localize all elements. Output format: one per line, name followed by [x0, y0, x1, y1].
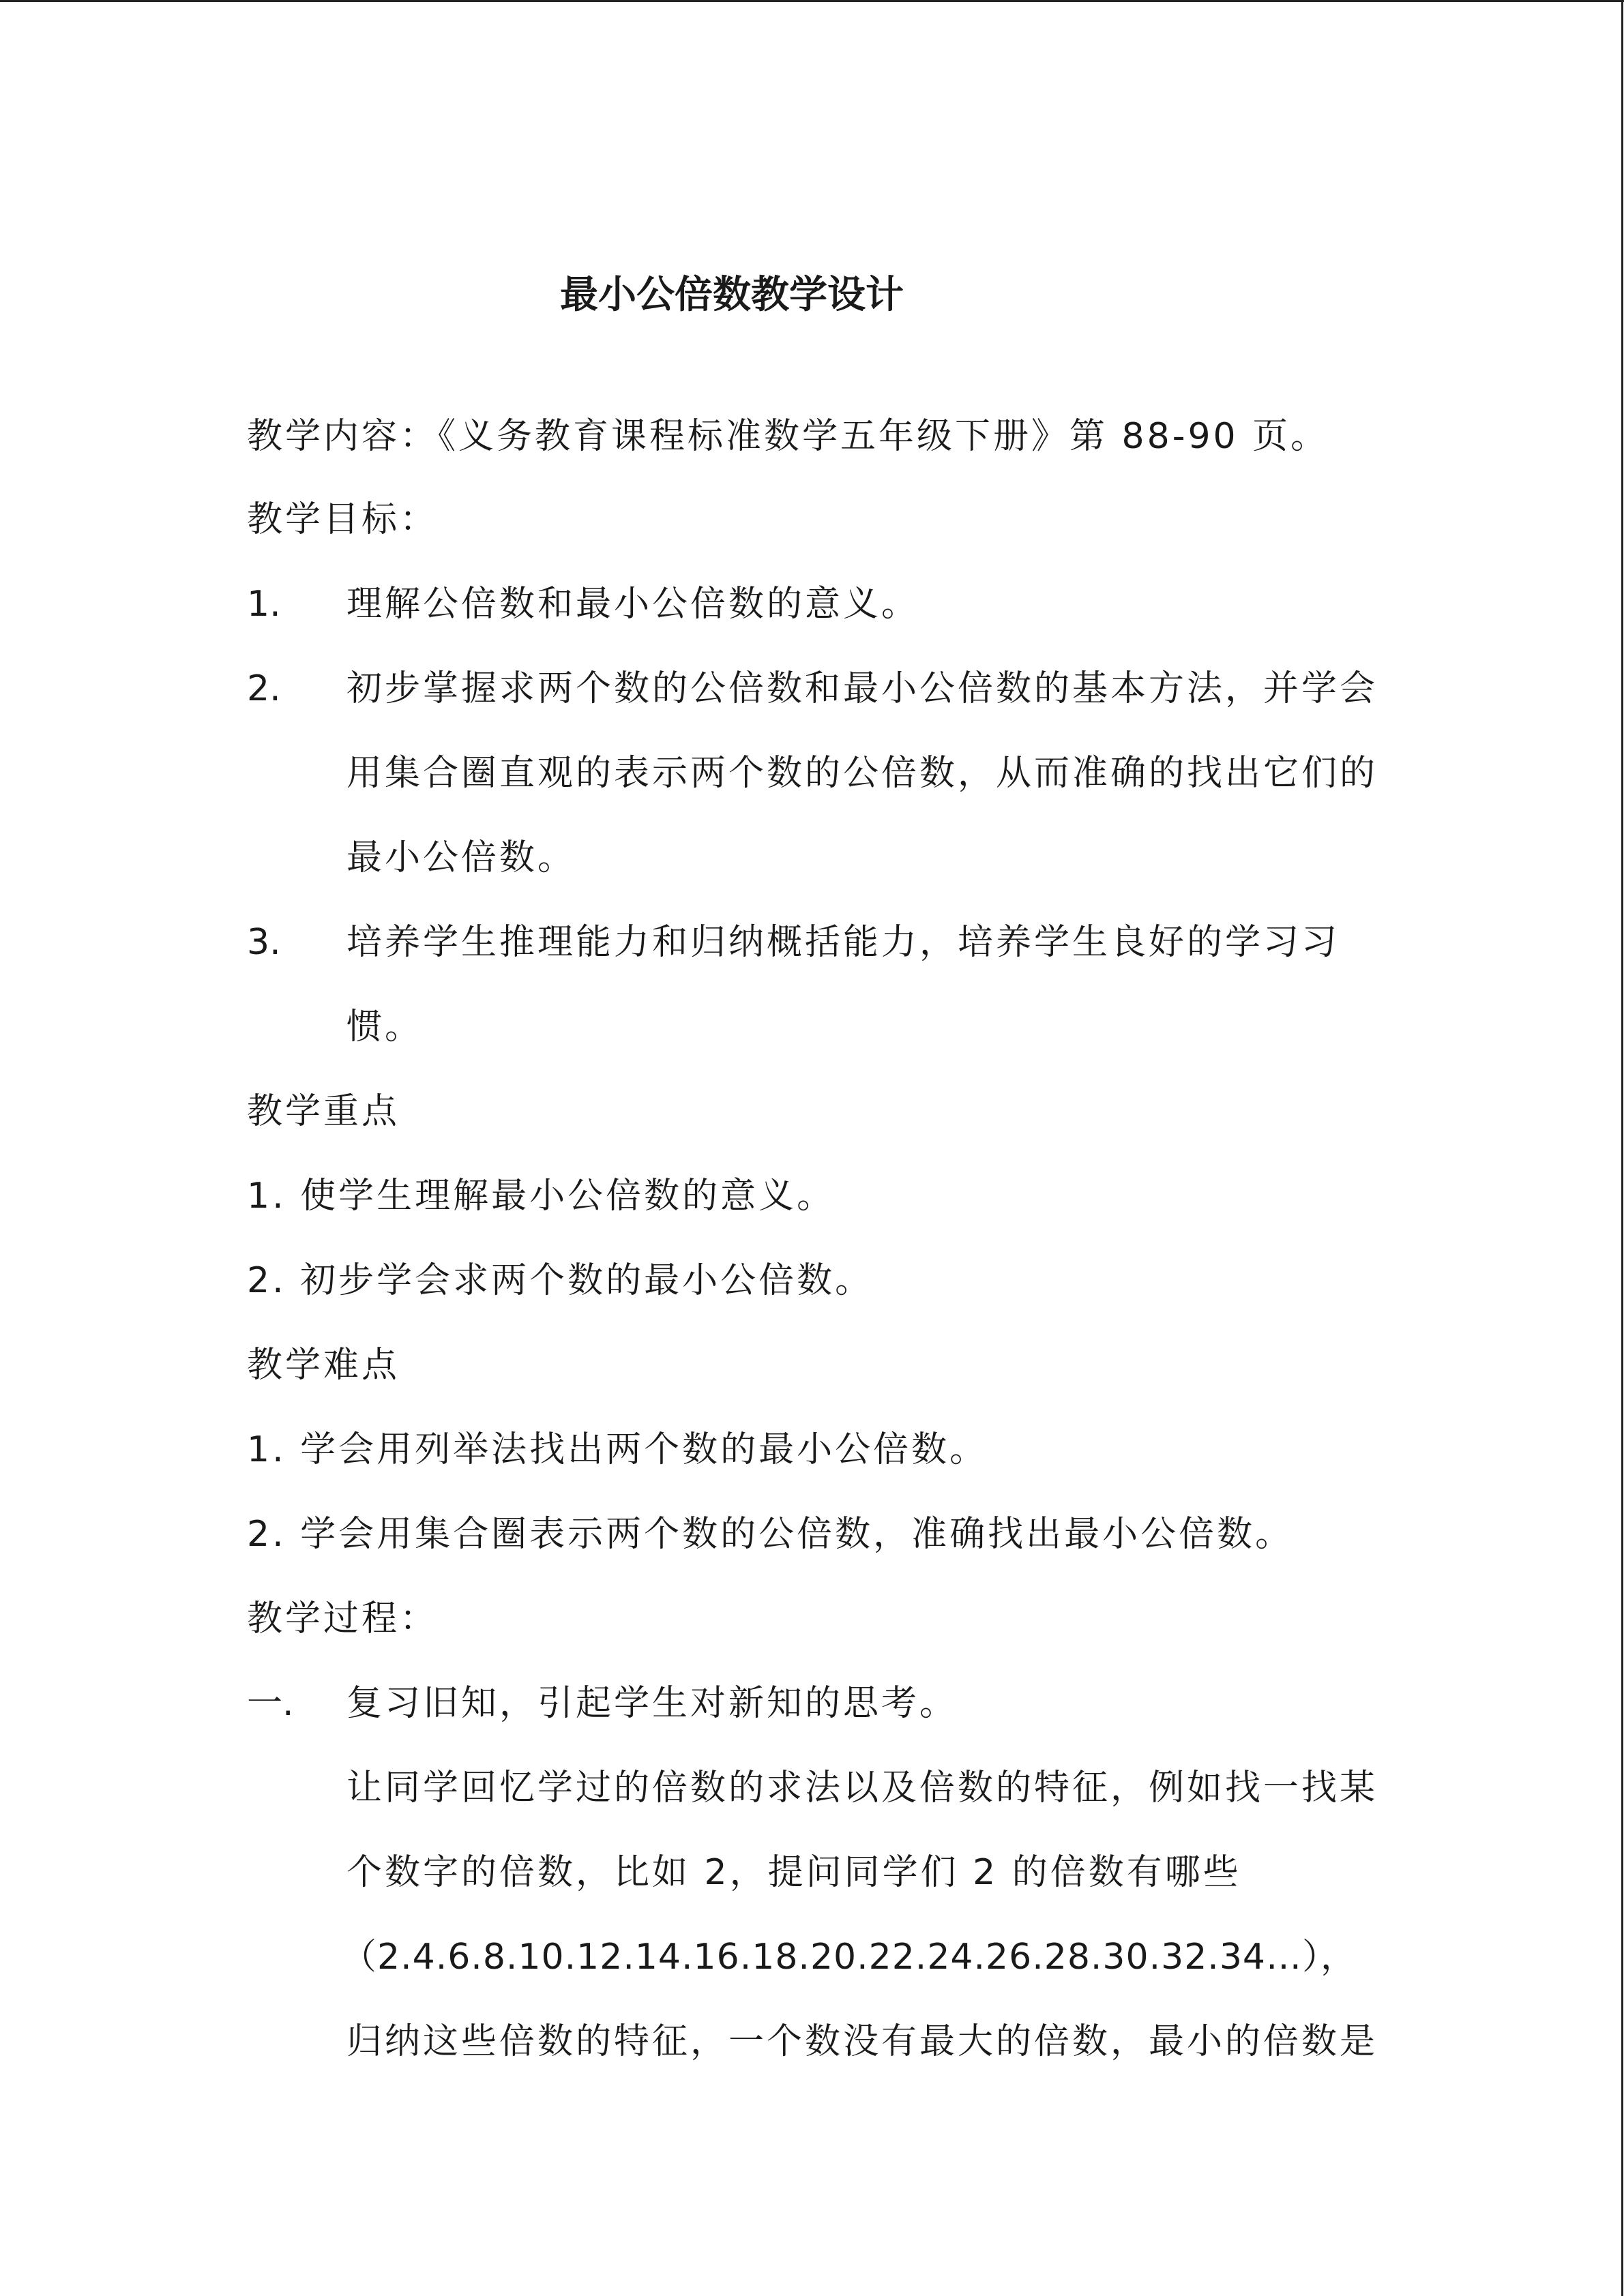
difficulty-item: 2. 学会用集合圈表示两个数的公倍数，准确找出最小公倍数。 — [247, 1514, 1294, 1555]
objective-line: 用集合圈直观的表示两个数的公倍数，从而准确的找出它们的 — [346, 753, 1378, 794]
page-border-right — [1621, 0, 1623, 2296]
process-heading: 教学过程： — [247, 1598, 439, 1639]
objective-line: 惯。 — [346, 1007, 424, 1047]
teaching-content-line: 教学内容：《义务教育课程标准数学五年级下册》第 88-90 页。 — [247, 416, 1329, 457]
objectives-heading: 教学目标： — [247, 499, 439, 540]
objective-number: 3. — [247, 922, 281, 963]
paragraph-line: 归纳这些倍数的特征，一个数没有最大的倍数，最小的倍数是 — [346, 2021, 1378, 2062]
objective-line: 初步掌握求两个数的公倍数和最小公倍数的基本方法，并学会 — [346, 668, 1378, 709]
page-border-top — [0, 0, 1624, 2]
objective-number: 1. — [247, 584, 281, 625]
paragraph-line: 个数字的倍数，比如 2，提问同学们 2 的倍数有哪些 — [346, 1852, 1241, 1893]
paragraph-line: 让同学回忆学过的倍数的求法以及倍数的特征，例如找一找某 — [346, 1768, 1378, 1808]
objective-number: 2. — [247, 668, 281, 709]
paragraph-line: （2.4.6.8.10.12.14.16.18.20.22.24.26.28.30.32.34…）， — [341, 1937, 1357, 1978]
key-point-item: 2. 初步学会求两个数的最小公倍数。 — [247, 1260, 874, 1301]
key-point-item: 1. 使学生理解最小公倍数的意义。 — [247, 1176, 836, 1217]
document-title: 最小公倍数教学设计 — [560, 273, 904, 317]
objective-line: 最小公倍数。 — [346, 837, 576, 878]
difficulty-item: 1. 学会用列举法找出两个数的最小公倍数。 — [247, 1429, 988, 1470]
difficulties-heading: 教学难点 — [247, 1345, 400, 1386]
section-title: 复习旧知，引起学生对新知的思考。 — [346, 1683, 958, 1724]
section-number: 一. — [247, 1683, 294, 1724]
objective-line: 理解公倍数和最小公倍数的意义。 — [346, 584, 920, 625]
key-points-heading: 教学重点 — [247, 1091, 400, 1132]
objective-line: 培养学生推理能力和归纳概括能力，培养学生良好的学习习 — [346, 922, 1340, 963]
